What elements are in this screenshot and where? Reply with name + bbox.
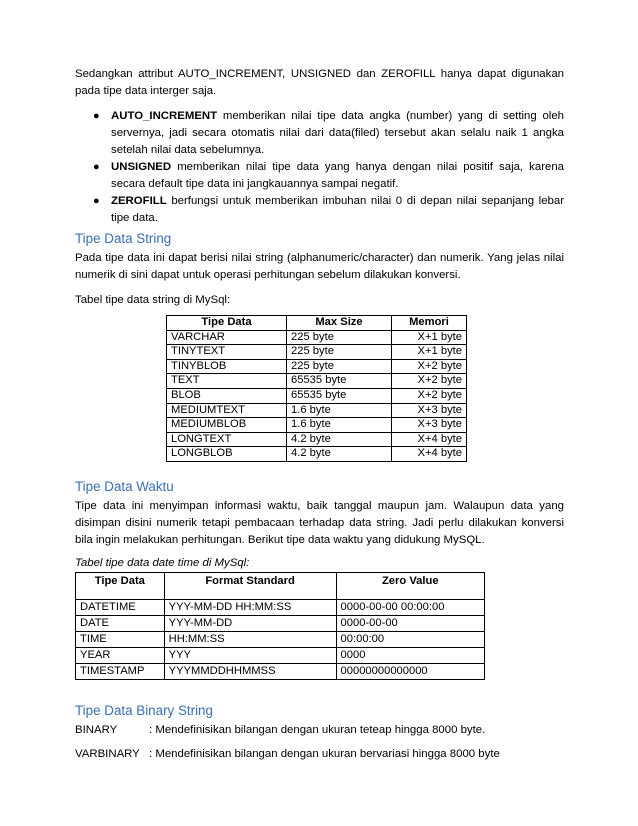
table-cell: 225 byte	[287, 330, 392, 345]
table-row	[167, 403, 467, 418]
table-header: Memori	[392, 316, 467, 331]
bullet-icon: ●	[93, 161, 100, 173]
table-cell: DATE	[76, 615, 165, 631]
table-cell: X+2 byte	[392, 388, 467, 403]
table-cell: 1.6 byte	[287, 418, 392, 433]
string-table-intro: Tabel tipe data string di MySql:	[75, 294, 231, 306]
attribute-list	[75, 108, 564, 227]
table-row	[167, 359, 467, 374]
definition-item	[75, 722, 564, 739]
list-item-term: UNSIGNED	[111, 161, 172, 173]
table-cell: YYYMMDDHHMMSS	[164, 663, 336, 679]
table-row	[76, 599, 485, 615]
table-cell: X+1 byte	[392, 330, 467, 345]
table-cell: MEDIUMBLOB	[167, 418, 287, 433]
table-cell: X+4 byte	[392, 432, 467, 447]
table-row	[167, 447, 467, 462]
table-cell: X+4 byte	[392, 447, 467, 462]
table-cell: 1.6 byte	[287, 403, 392, 418]
table-cell: X+2 byte	[392, 359, 467, 374]
table-cell: 4.2 byte	[287, 447, 392, 462]
table-row	[76, 647, 485, 663]
section-heading-string: Tipe Data String	[75, 231, 172, 246]
definition-term: VARBINARY	[75, 747, 140, 760]
table-cell: 4.2 byte	[287, 432, 392, 447]
string-type-table	[166, 315, 467, 462]
table-header: Tipe Data	[167, 316, 287, 331]
table-row	[167, 418, 467, 433]
table-row	[76, 663, 485, 679]
table-row	[76, 615, 485, 631]
table-cell: YYY-MM-DD HH:MM:SS	[164, 599, 336, 615]
list-item-term: ZEROFILL	[111, 195, 167, 207]
definition-desc: : Mendefinisikan bilangan dengan ukuran bervariasi hingga 8000 byte	[149, 747, 500, 760]
table-cell: 0000	[336, 647, 484, 663]
section-heading-waktu: Tipe Data Waktu	[75, 478, 174, 494]
list-item-term: AUTO_INCREMENT	[111, 110, 218, 122]
datetime-type-table	[75, 572, 485, 680]
table-cell: TEXT	[167, 374, 287, 389]
table-cell: 0000-00-00 00:00:00	[336, 599, 484, 615]
table-header: Format Standard	[164, 572, 336, 599]
table-cell: YYY-MM-DD	[164, 615, 336, 631]
table-cell: VARCHAR	[167, 330, 287, 345]
list-item-text: memberikan nilai tipe data angka (number) yang di setting oleh servernya, jadi secara otomatis nilai dari data(filed) tersebut akan selalu naik 1 angka setelah nilai data sebelumnya.	[111, 110, 564, 156]
table-cell: X+3 byte	[392, 403, 467, 418]
table-row	[76, 631, 485, 647]
definition-term: BINARY	[75, 723, 118, 736]
table-cell: 00000000000000	[336, 663, 484, 679]
list-item	[75, 108, 564, 159]
table-cell: X+1 byte	[392, 345, 467, 360]
table-cell: 225 byte	[287, 359, 392, 374]
table-cell: LONGTEXT	[167, 432, 287, 447]
table-cell: 65535 byte	[287, 388, 392, 403]
list-item	[75, 193, 564, 227]
table-cell: YEAR	[76, 647, 165, 663]
bullet-icon: ●	[93, 195, 100, 207]
table-cell: X+3 byte	[392, 418, 467, 433]
table-cell: MEDIUMTEXT	[167, 403, 287, 418]
table-cell: TINYTEXT	[167, 345, 287, 360]
table-cell: TINYBLOB	[167, 359, 287, 374]
table-cell: HH:MM:SS	[164, 631, 336, 647]
section-heading-binary: Tipe Data Binary String	[75, 702, 213, 718]
string-paragraph: Pada tipe data ini dapat berisi nilai string (alphanumeric/character) dan numerik. Yang jelas nilai numerik di sini dapat untuk operasi perhitungan sebelum dilakukan konversi.	[75, 252, 564, 281]
table-header: Max Size	[287, 316, 392, 331]
list-item-text: memberikan nilai tipe data yang hanya dengan nilai positif saja, karena secara default tipe data ini jangkauannya sampai negatif.	[111, 161, 564, 190]
table-header: Tipe Data	[76, 572, 165, 599]
table-cell: BLOB	[167, 388, 287, 403]
table-row	[167, 345, 467, 360]
table-cell: X+2 byte	[392, 374, 467, 389]
table-row	[167, 432, 467, 447]
table-cell: TIMESTAMP	[76, 663, 165, 679]
waktu-paragraph: Tipe data ini menyimpan informasi waktu, baik tanggal maupun jam. Walaupun data yang disimpan disini numerik tetapi pembacaan terhadap data string. Jadi perlu dilakukan konversi bila ingin melakukan perhitungan. Berikut tipe data waktu yang didukung MySQL.	[75, 499, 564, 546]
table-header: Zero Value	[336, 572, 484, 599]
table-cell: YYY	[164, 647, 336, 663]
table-cell: LONGBLOB	[167, 447, 287, 462]
table-cell: TIME	[76, 631, 165, 647]
table-row	[167, 374, 467, 389]
table-cell: DATETIME	[76, 599, 165, 615]
table-row	[167, 330, 467, 345]
definition-desc: : Mendefinisikan bilangan dengan ukuran teteap hingga 8000 byte.	[149, 723, 486, 736]
table-cell: 0000-00-00	[336, 615, 484, 631]
intro-paragraph: Sedangkan attribut AUTO_INCREMENT, UNSIGNED dan ZEROFILL hanya dapat digunakan pada tipe data interger saja.	[75, 68, 564, 97]
list-item	[75, 159, 564, 193]
table-cell: 65535 byte	[287, 374, 392, 389]
table-header-row	[167, 316, 467, 331]
table-header-row	[76, 572, 485, 599]
table-row	[167, 388, 467, 403]
list-item-text: berfungsi untuk memberikan imbuhan nilai 0 di depan nilai sepanjang lebar tipe data.	[111, 195, 564, 224]
waktu-table-caption: Tabel tipe data date time di MySql:	[75, 556, 250, 569]
definition-item	[75, 746, 564, 763]
table-cell: 00:00:00	[336, 631, 484, 647]
bullet-icon: ●	[93, 110, 100, 122]
table-cell: 225 byte	[287, 345, 392, 360]
document-page	[75, 66, 564, 770]
